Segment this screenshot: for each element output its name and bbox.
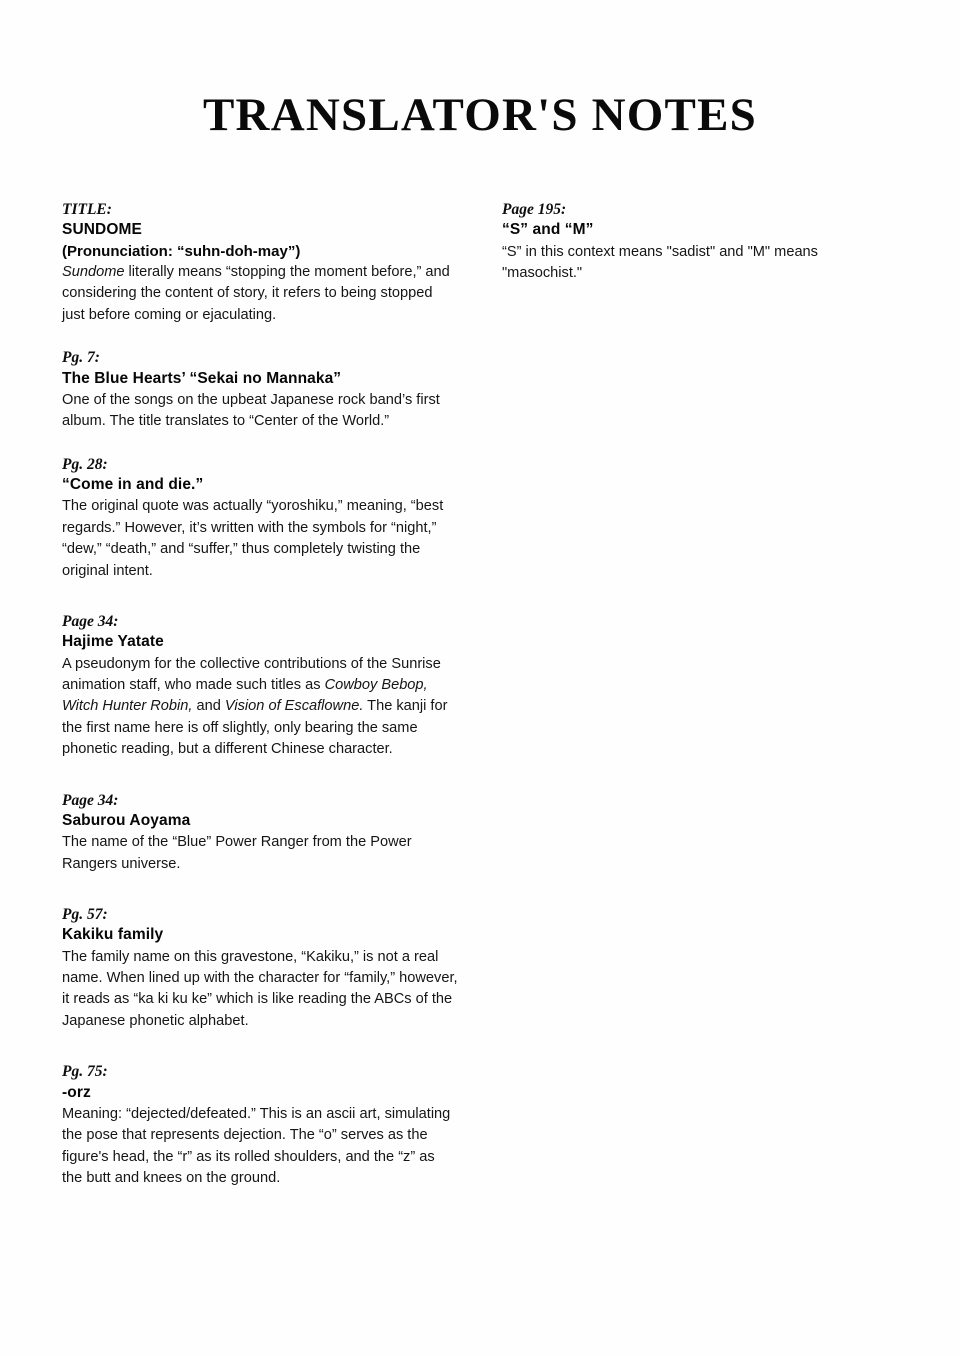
note-body: “S” in this context means "sadist" and "M" means "masochist." <box>502 243 818 281</box>
note-reference: Page 34: <box>62 612 119 630</box>
note-body-italic: Cowboy Bebop, Witch Hunter Robin, <box>62 676 428 715</box>
note-item <box>62 1062 458 1189</box>
note-item <box>62 200 458 326</box>
note-body-italic: Vision of Escaflowne. <box>224 698 364 715</box>
note-body: Meaning: “dejected/defeated.” This is an ascii art, simulating the pose that represents dejection. The “o” serves as the figure's head, the “r” as its rolled shoulders, and the “z” as the butt and knees on the ground. <box>62 1105 451 1187</box>
note-heading: The Blue Hearts’ “Sekai no Mannaka” <box>62 369 342 387</box>
left-column <box>62 200 458 1190</box>
note-reference: Page 34: <box>62 791 119 809</box>
note-heading: SUNDOME <box>62 221 142 239</box>
note-body-text: literally means “stopping the moment before,” and considering the content of story, it refers to being stopped just before coming or ejaculating. <box>62 264 450 323</box>
note-heading: -orz <box>62 1083 91 1101</box>
note-item <box>62 455 458 582</box>
page-title: TRANSLATOR'S NOTES <box>203 89 757 141</box>
note-body-text: and <box>192 698 225 715</box>
note-reference: Pg. 57: <box>62 906 108 924</box>
note-body-text: A pseudonym for the collective contributions of the Sunrise animation staff, who made such titles as <box>62 655 441 693</box>
note-body-italic: Sundome <box>62 264 125 281</box>
note-body <box>62 654 458 761</box>
note-reference: Pg. 28: <box>62 455 108 473</box>
note-heading: Hajime Yatate <box>62 633 164 651</box>
note-reference: Page 195: <box>502 201 567 218</box>
right-column <box>502 200 898 284</box>
note-item <box>62 612 458 761</box>
note-item <box>502 200 898 284</box>
note-reference: Pg. 7: <box>62 349 100 367</box>
note-heading: Saburou Aoyama <box>62 812 191 830</box>
note-body: One of the songs on the upbeat Japanese rock band’s first album. The title translates to “Center of the World.” <box>62 391 440 430</box>
note-item <box>62 348 458 432</box>
note-heading: Kakiku family <box>62 926 164 944</box>
note-body-text: The kanji for the first name here is off slightly, only bearing the same phonetic reading, but a different Chinese character. <box>62 698 448 758</box>
note-heading: “Come in and die.” <box>62 476 204 494</box>
note-body: The family name on this gravestone, “Kakiku,” is not a real name. When lined up with the character for “family,” however, it reads as “ka ki ku ke” which is like reading the ABCs of the Japanese phonetic alphabet. <box>62 948 458 1029</box>
note-body <box>62 262 458 326</box>
note-item <box>62 905 458 1032</box>
note-body: The original quote was actually “yoroshiku,” meaning, “best regards.” However, it’s written with the symbols for “night,” “dew,” “death,” and “suffer,” thus completely twisting the original intent. <box>62 498 444 579</box>
note-item <box>62 791 458 875</box>
note-reference: TITLE: <box>62 201 112 218</box>
note-reference: Pg. 75: <box>62 1063 108 1081</box>
notes-columns <box>62 200 898 1190</box>
note-body: The name of the “Blue” Power Ranger from the Power Rangers universe. <box>62 834 412 872</box>
note-heading: “S” and “M” <box>502 221 594 239</box>
note-subheading: (Pronunciation: “suhn-doh-may”) <box>62 242 301 260</box>
